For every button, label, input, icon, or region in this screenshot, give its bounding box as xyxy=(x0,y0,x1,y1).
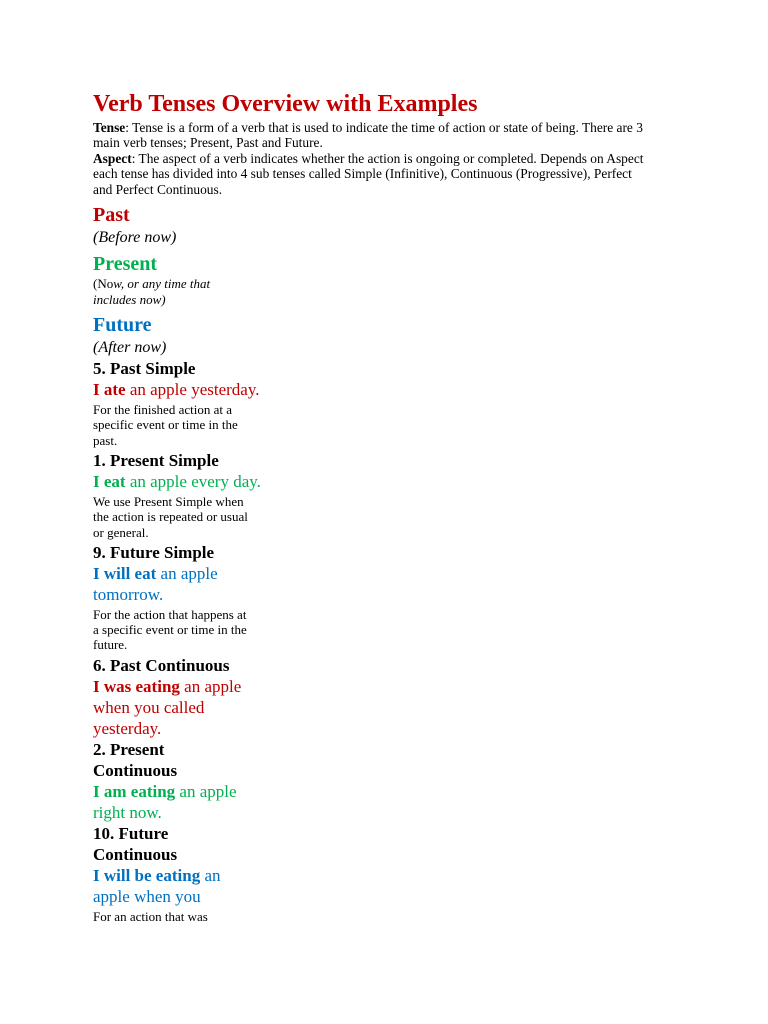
aspect-definition-text: : The aspect of a verb indicates whether the action is ongoing or completed. Depends on Aspect each tense has divided into 4 sub tenses called Simple (Infinitive), Continuous (Progressive), Perfect and Perfect Continuous. xyxy=(93,150,644,197)
page-title: Verb Tenses Overview with Examples xyxy=(93,91,478,117)
aspect-definition xyxy=(93,151,653,197)
future-simple-note: For the action that happens at a specific event or time in the future. xyxy=(93,606,247,653)
past-simple-note: For the finished action at a specific event or time in the past. xyxy=(93,402,238,448)
past-simple-rest: an apple yesterday. xyxy=(125,380,260,400)
future-continuous-verb: I will be eating xyxy=(93,865,201,885)
future-continuous-example xyxy=(93,865,253,907)
tense-term: Tense xyxy=(93,120,126,135)
present-continuous-rest: an apple right now. xyxy=(93,781,237,822)
past-simple-example xyxy=(93,379,268,400)
present-simple-example xyxy=(93,471,268,492)
present-description xyxy=(93,276,243,307)
tense-definition-text: : Tense is a form of a verb that is used to indicate the time of action or state of being. There are 3 main verb tenses; Present, Past and Future. xyxy=(93,120,643,151)
present-simple-rest: an apple every day. xyxy=(125,471,261,491)
past-continuous-verb: I was eating xyxy=(93,676,180,696)
future-description: (After now) xyxy=(93,339,167,357)
past-description: (Before now) xyxy=(93,229,177,247)
past-continuous-example xyxy=(93,676,268,739)
past-heading: Past xyxy=(93,204,130,227)
past-simple-verb: I ate xyxy=(93,380,126,400)
past-continuous-rest: an apple when you called yesterday. xyxy=(93,676,242,738)
future-continuous-note: For an action that was xyxy=(93,908,208,924)
aspect-term: Aspect xyxy=(93,150,132,166)
tense-sections xyxy=(93,358,268,924)
present-simple-heading: 1. Present Simple xyxy=(93,450,219,470)
future-simple-verb: I will eat xyxy=(93,563,157,583)
present-heading: Present xyxy=(93,253,158,276)
present-simple-verb: I eat xyxy=(93,471,126,491)
future-simple-heading: 9. Future Simple xyxy=(93,542,215,562)
past-simple-heading: 5. Past Simple xyxy=(93,359,196,379)
future-continuous-heading: 10. Future Continuous xyxy=(93,823,178,864)
future-heading: Future xyxy=(93,314,152,337)
present-simple-note: We use Present Simple when the action is repeated or usual or general. xyxy=(93,493,248,540)
present-continuous-verb: I am eating xyxy=(93,781,176,801)
present-description-prefix: (No xyxy=(93,276,114,292)
future-simple-example xyxy=(93,563,268,605)
present-continuous-heading: 2. Present Continuous xyxy=(93,739,178,780)
present-description-text: w, or any time that includes now) xyxy=(93,276,211,307)
document-content xyxy=(93,90,653,926)
present-continuous-example xyxy=(93,781,268,823)
tense-definition xyxy=(93,120,653,151)
future-continuous-rest: an apple when you xyxy=(93,865,221,906)
future-simple-rest: an apple tomorrow. xyxy=(93,563,218,604)
past-continuous-heading: 6. Past Continuous xyxy=(93,655,230,675)
